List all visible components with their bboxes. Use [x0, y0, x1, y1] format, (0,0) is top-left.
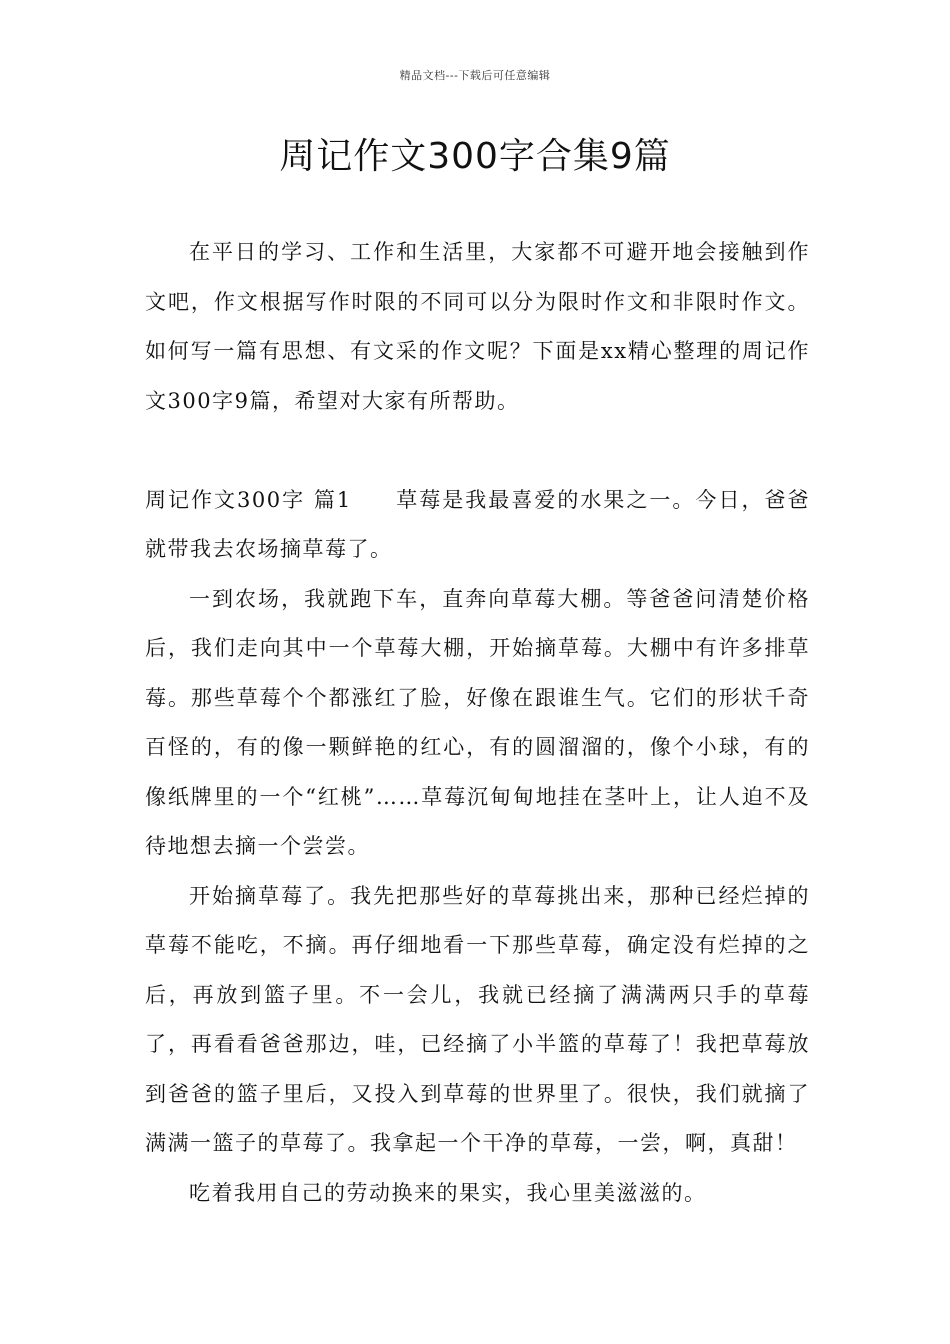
section-1-paragraph: 开始摘草莓了。我先把那些好的草莓挑出来，那种已经烂掉的草莓不能吃，不摘。再仔细地看一下那些草莓，确定没有烂掉的之后，再放到篮子里。不一会儿，我就已经摘了满满两只手的草莓了，再看看爸爸那边，哇，已经摘了小半篮的草莓了！我把草莓放到爸爸的篮子里后，又投入到草莓的世界里了。很快，我们就摘了满满一篮子的草莓了。我拿起一个干净的草莓，一尝，啊，真甜！	[145, 883, 810, 1155]
section-1-heading: 周记作文300字 篇1	[145, 487, 352, 512]
section-1-first-paragraph: 草莓是我最喜爱的水果之一。今日，爸爸就带我去农场摘草莓了。	[145, 487, 810, 561]
paragraph-gap	[145, 426, 810, 476]
document-title: 周记作文300字合集9篇	[279, 136, 671, 177]
header-note: 精品文档---下载后可任意编辑	[399, 69, 551, 82]
section-1-paragraph: 一到农场，我就跑下车，直奔向草莓大棚。等爸爸问清楚价格后，我们走向其中一个草莓大棚，开始摘草莓。大棚中有许多排草莓。那些草莓个个都涨红了脸，好像在跟谁生气。它们的形状千奇百怪的，有的像一颗鲜艳的红心，有的圆溜溜的，像个小球，有的像纸牌里的一个“红桃”……草莓沉甸甸地挂在茎叶上，让人迫不及待地想去摘一个尝尝。	[145, 586, 810, 858]
section-1-opening	[145, 476, 810, 575]
section-1-paragraph: 吃着我用自己的劳动换来的果实，我心里美滋滋的。	[189, 1180, 707, 1205]
intro-paragraph: 在平日的学习、工作和生活里，大家都不可避开地会接触到作文吧，作文根据写作时限的不同可以分为限时作文和非限时作文。如何写一篇有思想、有文采的作文呢？下面是xx精心整理的周记作文300字9篇，希望对大家有所帮助。	[145, 240, 810, 413]
document-body	[145, 228, 810, 1218]
